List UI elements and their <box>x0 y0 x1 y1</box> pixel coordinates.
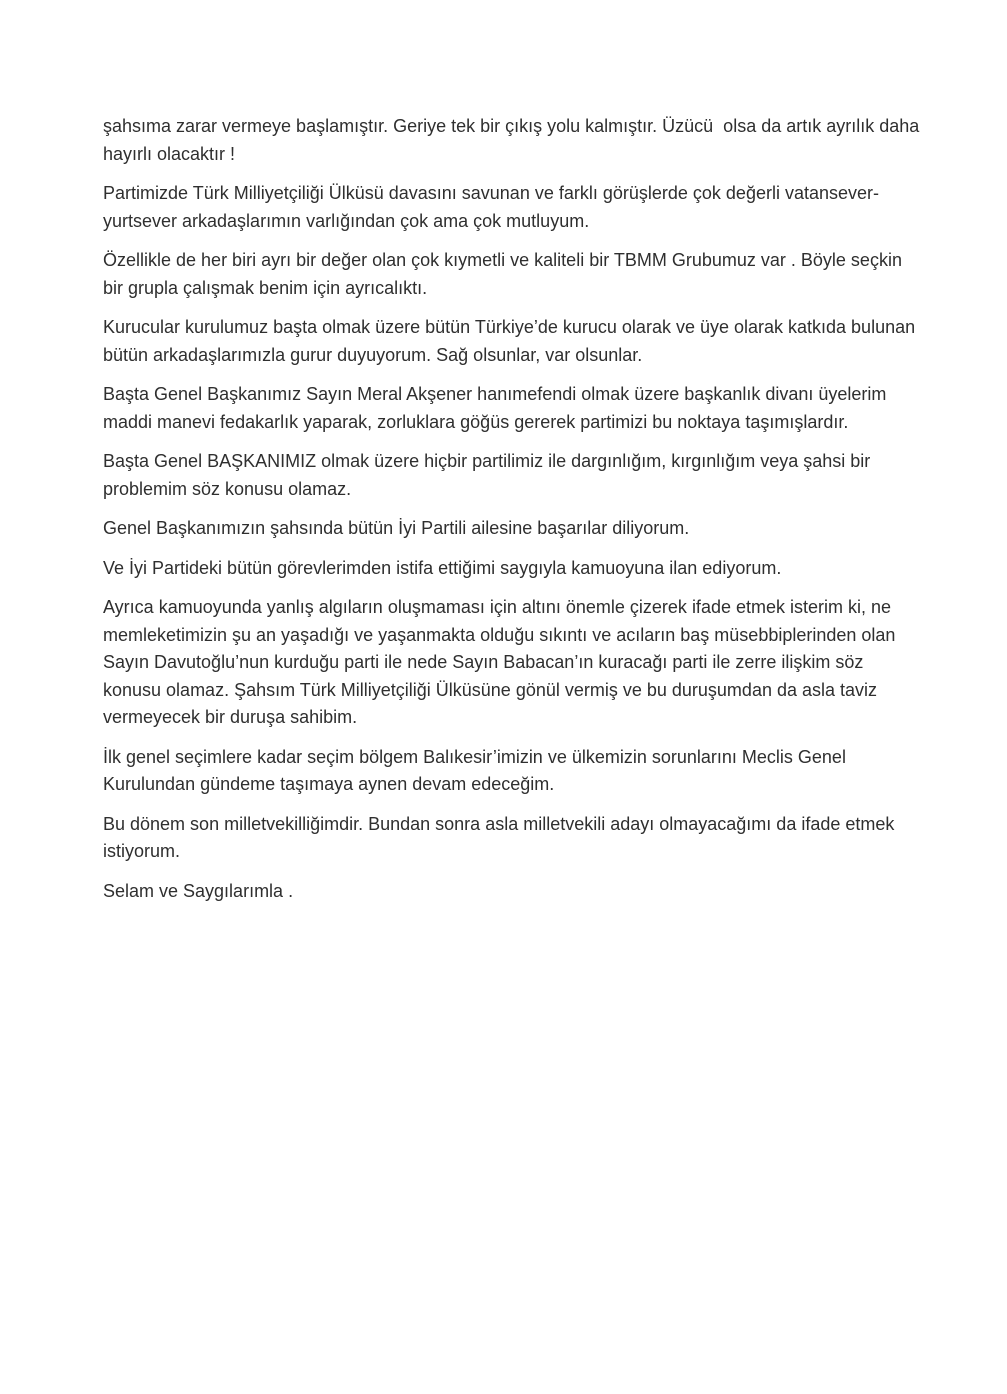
paragraph-5: Başta Genel Başkanımız Sayın Meral Akşener hanımefendi olmak üzere başkanlık divanı üyelerim maddi manevi fedakarlık yaparak, zorluklara göğüs gererek partimizi bu noktaya taşımışlardır. <box>103 384 892 432</box>
paragraph-3: Özellikle de her biri ayrı bir değer olan çok kıymetli ve kaliteli bir TBMM Grubumuz var . Böyle seçkin bir grupla çalışmak benim için ayrıcalıktı. <box>103 250 907 298</box>
paragraph-10: İlk genel seçimlere kadar seçim bölgem Balıkesir’imizin ve ülkemizin sorunlarını Meclis Genel Kurulundan gündeme taşımaya aynen devam edeceğim. <box>103 746 851 794</box>
paragraph-12: Selam ve Saygılarımla . <box>103 880 294 901</box>
paragraph-7: Genel Başkanımızın şahsında bütün İyi Partili ailesine başarılar diliyorum. <box>103 518 690 538</box>
paragraph-1: şahsıma zarar vermeye başlamıştır. Geriye tek bir çıkış yolu kalmıştır. Üzücü olsa da artık ayrılık daha hayırlı olacaktır ! <box>103 116 925 164</box>
paragraph-8: Ve İyi Partideki bütün görevlerimden istifa ettiğimi saygıyla kamuoyuna ilan ediyorum. <box>103 557 782 578</box>
paragraph-6: Başta Genel BAŞKANIMIZ olmak üzere hiçbir partilimiz ile dargınlığım, kırgınlığım veya şahsi bir problemim söz konusu olamaz. <box>103 451 876 499</box>
paragraph-2: Partimizde Türk Milliyetçiliği Ülküsü davasını savunan ve farklı görüşlerde çok değerli vatansever-yurtsever arkadaşlarımın varlığından çok ama çok mutluyum. <box>103 183 879 231</box>
paragraph-9: Ayrıca kamuoyunda yanlış algıların oluşmaması için altını önemle çizerek ifade etmek isterim ki, ne memleketimizin şu an yaşadığı ve yaşanmakta olduğu sıkıntı ve acıların baş müsebbiplerinden olan Sayın Davutoğlu’nun kurduğu parti ile nede Sayın Babacan’ın kuracağı parti ile zerre ilişkim söz konusu olamaz. Şahsım Türk Milliyetçiliği Ülküsüne gönül vermiş ve bu duruşumdan da asla taviz vermeyecek bir duruşa sahibim. <box>103 597 901 727</box>
paragraph-4: Kurucular kurulumuz başta olmak üzere bütün Türkiye’de kurucu olarak ve üye olarak katkıda bulunan bütün arkadaşlarımızla gurur duyuyorum. Sağ olsunlar, var olsunlar. <box>103 317 921 365</box>
document-text-block <box>103 113 923 905</box>
paragraph-11: Bu dönem son milletvekilliğimdir. Bundan sonra asla milletvekili adayı olmayacağımı da ifade etmek istiyorum. <box>103 813 900 861</box>
